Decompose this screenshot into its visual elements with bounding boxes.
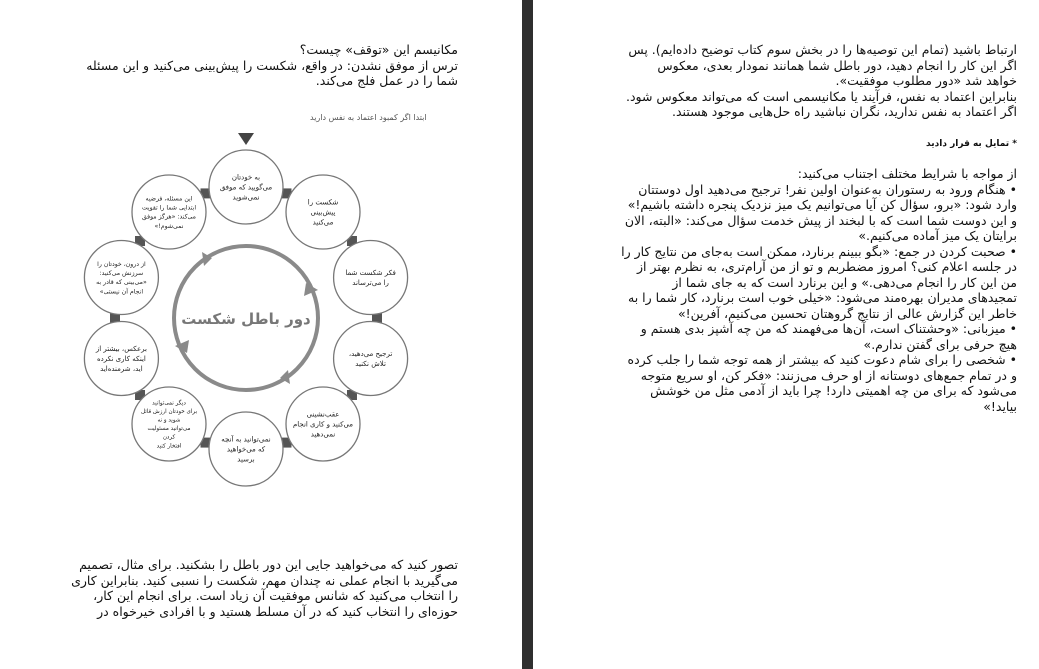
- left-top-line: مکانیسم این «توقف» چیست؟: [299, 42, 458, 57]
- start-arrow-icon: [238, 133, 254, 145]
- right-intro-line: ارتباط باشید (تمام این توصیه‌ها را در بخش سوم کتاب توضیح داده‌ایم). پس: [628, 42, 1017, 57]
- cycle-node-text: این مسئله، فرضیه: [145, 195, 193, 203]
- cycle-node-text: شکست را: [307, 198, 339, 207]
- cycle-node-text: اینکه کاری نکرده: [96, 354, 146, 363]
- cycle-node-text: سرزنش می‌کنید:: [99, 269, 144, 277]
- cycle-node-text: می‌کنید و کاری انجام: [292, 420, 354, 429]
- right-body-line: و این دوست شما است که با لبخند از پیش خدمت سؤال می‌کند: «البته، الان: [624, 212, 1017, 228]
- cycle-node: [84, 321, 158, 395]
- cycle-node-text: شوید و نه: [157, 417, 181, 424]
- right-intro-line: اگر این کار را انجام دهید، دور باطل شما همانند نمودار بعدی، معکوس: [657, 57, 1017, 73]
- cycle-node-text: برسید: [237, 455, 255, 464]
- cycle-node: [209, 412, 283, 486]
- cycle-node-text: نمی‌شوم!»: [154, 222, 184, 230]
- diagram-caption: ابتدا اگر کمبود اعتماد به نفس دارید: [310, 113, 427, 122]
- cycle-node-text: به خودتان: [231, 173, 261, 182]
- cycle-node-text: «می‌بینی که قادر به: [96, 279, 147, 287]
- left-bottom-line: حوزه‌ای را انتخاب کنید که در آن مسلط هستید و با افرادی خیرخواه در: [97, 603, 458, 619]
- right-body-line: • میزبانی: «وحشتناک است، آن‌ها می‌فهمند که من چه آشپز بدی هستم و: [640, 321, 1017, 336]
- right-body-paragraph: [603, 166, 1017, 414]
- cycle-node: [334, 241, 408, 315]
- cycle-node-text: برای خودتان ارزش قائل: [140, 408, 198, 415]
- cycle-node-text: برعکس، بیشتر از: [95, 344, 147, 353]
- cycle-node-text: نمی‌شوید: [232, 193, 260, 202]
- center-title: دور باطل شکست: [181, 310, 311, 328]
- right-body-line: خاطر این گزارش عالی از نتایج گروهتان تحسین می‌کنیم، آفرین!»: [677, 305, 1017, 321]
- right-body-line: من این کار را انجام می‌دهی.» و این برنارد است که به جای شما از: [672, 274, 1017, 290]
- cycle-node-text: می‌توانید مسئولیت: [147, 426, 191, 433]
- right-body-line: در جلسه اعلام کنی؟ امروز مضطربم و تو از من آرام‌تری، به نظرم بهتر از: [636, 259, 1017, 274]
- cycle-node-text: ترجیح می‌دهید،: [348, 349, 393, 358]
- cycle-node-text: می‌گویید که موفق: [219, 183, 273, 192]
- cycle-node-text: تلاش نکنید: [355, 359, 386, 368]
- right-body-line: می‌شود که برای من چه اهمیتی دارد! چرا باید از آدمی مثل من خوشش: [650, 383, 1017, 398]
- right-intro-line: خواهد شد «دور مطلوب موفقیت».: [835, 73, 1017, 88]
- left-bottom-line: را انتخاب می‌کنید که شانس موفقیت آن زیاد است. برای انجام این کار،: [93, 588, 458, 603]
- right-body-line: و در تمام جمع‌های دوستانه از او حرف می‌زنند: «فکر کن، او سریع متوجه: [640, 367, 1017, 383]
- cycle-node-text: از درون، خودتان را: [97, 260, 146, 268]
- right-intro-line: بنابراین اعتماد به نفس، فرآیند یا مکانیسمی است که می‌تواند معکوس شود.: [625, 88, 1017, 104]
- section-heading: * تمایل به قرار دادید: [926, 139, 1017, 149]
- cycle-node-text: کردن: [162, 434, 176, 441]
- right-body-line: از مواجه با شرایط مختلف اجتناب می‌کنید:: [797, 166, 1017, 181]
- right-body-line: وارد شود: «برو، سؤال کن آیا می‌توانیم یک میز نزدیک پنجره داشته باشیم!»: [627, 197, 1017, 212]
- right-body-line: برایتان یک میز آماده می‌کنیم.»: [858, 228, 1017, 243]
- right-intro-line: اگر اعتماد به نفس ندارید، نگران نباشید راه حل‌هایی موجود هستند.: [672, 104, 1017, 119]
- left-top-paragraph: [12, 42, 458, 89]
- cycle-node-text: ابتدایی شما را تقویت: [141, 204, 197, 212]
- cycle-node: [286, 175, 360, 249]
- left-top-line: شما را در عمل فلج می‌کند.: [315, 73, 458, 88]
- right-body-line: • هنگام ورود به رستوران به‌عنوان اولین نفر! ترجیح می‌دهید اول دوستتان: [638, 181, 1017, 197]
- vicious-circle-diagram: [95, 108, 427, 503]
- cycle-node-text: عقب‌نشینی: [306, 410, 340, 419]
- right-body-line: • شخصی را برای شام دعوت کنید که بیشتر از همه توجه شما را جلب کرده: [627, 352, 1017, 367]
- cycle-node: [84, 241, 158, 315]
- book-gutter: [522, 0, 533, 669]
- cycle-node-text: را می‌ترساند: [352, 278, 389, 287]
- cycle-node-text: که می‌خواهید: [226, 445, 266, 454]
- left-bottom-line: تصور کنید که می‌خواهید جایی این دور باطل را بشکنید. برای مثال، تصمیم: [79, 557, 458, 572]
- left-bottom-line: می‌گیرید با انجام عملی نه چندان مهم، شکست را نسبی کنید. بنابراین کاری: [71, 572, 458, 588]
- cycle-node: [334, 321, 408, 395]
- cycle-node: [132, 387, 206, 461]
- cycle-node-text: نمی‌دهید: [310, 430, 336, 439]
- cycle-node-text: فکر شکست شما: [345, 268, 396, 277]
- cycle-node-text: می‌کند: «هرگز موفق: [141, 213, 197, 221]
- cycle-node: [132, 175, 206, 249]
- cycle-node: [209, 150, 283, 224]
- left-top-line: ترس از موفق نشدن: در واقع، شکست را پیش‌بینی می‌کنید و این مسئله: [86, 57, 458, 73]
- cycle-node-text: اید، شرمنده‌اید: [100, 364, 143, 373]
- right-intro-paragraph: [603, 42, 1017, 120]
- cycle-node-text: دیگر نمی‌توانید: [152, 400, 186, 407]
- right-body-line: تمجیدهای مدیران بهره‌مند می‌شود: «خیلی خوب است برنارد، کار شما را به: [628, 290, 1017, 305]
- cycle-node: [286, 387, 360, 461]
- left-bottom-paragraph: [12, 557, 458, 619]
- right-body-line: بیاید!»: [983, 398, 1017, 414]
- right-body-line: هیچ حرفی برای گفتن ندارم.»: [863, 336, 1017, 352]
- cycle-node-text: می‌کنید: [312, 218, 334, 227]
- cycle-node-text: انجام آن نیستی»: [99, 288, 144, 296]
- cycle-node-text: نمی‌توانید به آنچه: [221, 435, 271, 444]
- cycle-node-text: پیش‌بینی: [310, 208, 336, 217]
- right-body-line: • صحبت کردن در جمع: «بگو ببینم برنارد، ممکن است به‌جای من نتایج کار را: [621, 243, 1017, 259]
- right-page: [533, 0, 1039, 669]
- cycle-node-text: افتخار کنید: [156, 443, 182, 450]
